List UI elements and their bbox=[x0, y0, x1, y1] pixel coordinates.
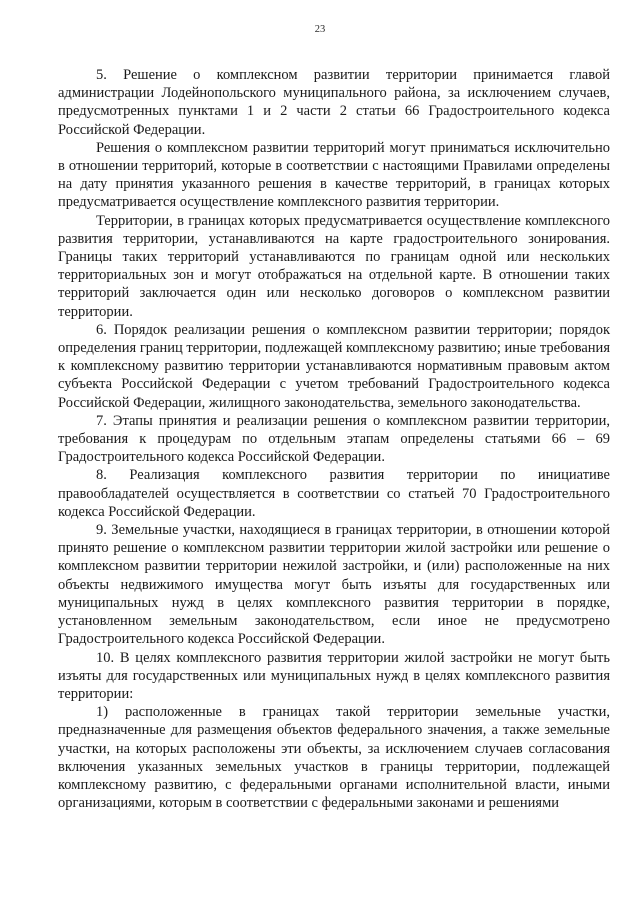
paragraph: 5. Решение о комплексном развитии территории принимается главой администрации Лодейнопольского муниципального района, за исключением случаев, предусмотренных пунктами 1 и 2 части 2 статьи 66 Градостроительного кодекса Российской Федерации. bbox=[58, 67, 610, 138]
paragraph: Решения о комплексном развитии территорий могут приниматься исключительно в отношении территорий, которые в соответствии с настоящими Правилами определены на дату принятия указанного решения в качестве территорий, в границах которых предусматривается осуществление комплексного развития территории. bbox=[58, 139, 610, 211]
paragraph: 6. Порядок реализации решения о комплексном развитии территории; порядок определения границ территории, подлежащей комплексному развитию; иные требования к комплексному развитию территории устанавливаются нормативным правовым актом субъекта Российской Федерации с учетом требований Градостроительного кодекса Российской Федерации, жилищного законодательства, земельного законодательства. bbox=[58, 321, 610, 411]
paragraph: 9. Земельные участки, находящиеся в границах территории, в отношении которой принято решение о комплексном развитии территории жилой застройки или решение о комплексном развитии территории нежилой застройки, и (или) расположенные на них объекты недвижимого имущества могут быть изъяты для государственных или муниципальных нужд в целях комплексного развития территории в порядке, установленном земельным законодательством, если иное не предусмотрено Градостроительного кодекса Российской Федерации. bbox=[58, 522, 610, 648]
paragraph: 8. Реализация комплексного развития территории по инициативе правообладателей осуществляется в соответствии со статьей 70 Градостроительного кодекса Российской Федерации. bbox=[58, 467, 610, 520]
paragraph: 7. Этапы принятия и реализации решения о комплексном развитии территории, требования к процедурам по отдельным этапам определены статьями 66 – 69 Градостроительного кодекса Российской Федерации. bbox=[58, 412, 610, 466]
paragraph: 1) расположенные в границах такой территории земельные участки, предназначенные для размещения объектов федерального значения, а также земельные участки, на которых расположены эти объекты, за исключением случаев согласования включения указанных земельных участков в границы территории, подлежащей комплексному развитию, с федеральными органами исполнительной власти, иными организациями, которым в соответствии с федеральными законами и решениями bbox=[58, 704, 610, 812]
page-number: 23 bbox=[314, 24, 326, 35]
document-body bbox=[58, 66, 610, 812]
paragraph: 10. В целях комплексного развития территории жилой застройки не могут быть изъяты для государственных или муниципальных нужд в целях комплексного развития территории: bbox=[58, 649, 610, 702]
paragraph: Территории, в границах которых предусматривается осуществление комплексного развития территории, устанавливаются на карте градостроительного зонирования. Границы таких территорий устанавливаются по границам одной или нескольких территориальных зон и могут отображаться на отдельной карте. В отношении таких территорий заключается один или несколько договоров о комплексном развитии территории. bbox=[58, 212, 610, 320]
